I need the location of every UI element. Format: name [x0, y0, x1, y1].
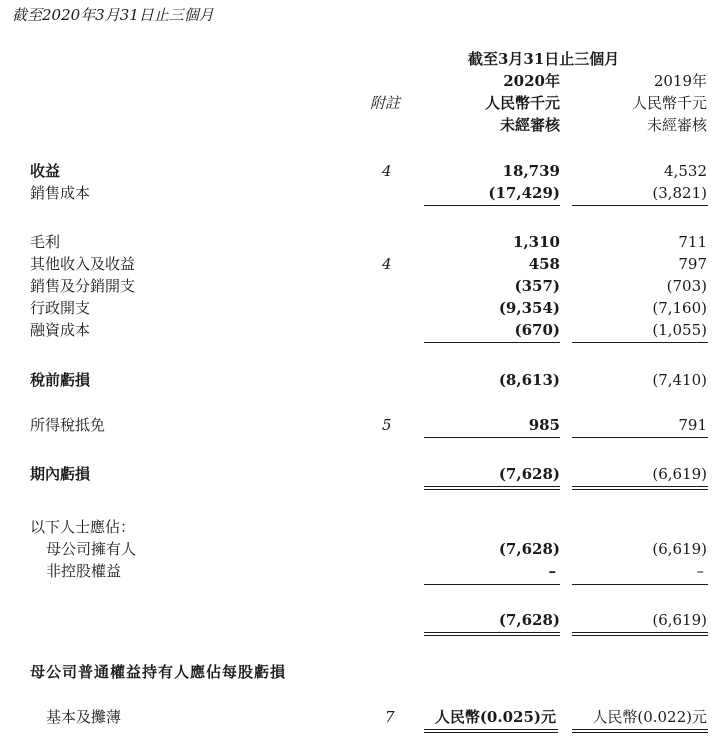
period-header: 截至3月31日止三個月 [468, 50, 620, 68]
subtotal-rule-2020 [424, 342, 560, 343]
value-2020-income-tax-credit: 985 [528, 416, 560, 434]
value-2019-owners-of-parent: (6,619) [652, 540, 707, 558]
value-2020-selling-expenses: (357) [514, 277, 560, 295]
row-note-income-tax-credit: 5 [382, 416, 392, 434]
value-2019-eps: 人民幣(0.022)元 [592, 708, 707, 726]
eps-rule-2020 [424, 729, 558, 730]
row-label-other-income: 其他收入及收益 [30, 255, 136, 273]
eps-double-rule-2019 [572, 732, 708, 733]
col-2019-year: 2019年 [653, 72, 707, 90]
subtotal-rule-2019 [572, 342, 708, 343]
subtotal-rule-2020 [424, 437, 560, 438]
row-note-revenue: 4 [382, 162, 392, 180]
value-2020-cost-of-sales: (17,429) [488, 184, 560, 202]
total-double-rule-2019 [572, 635, 708, 636]
value-2020-other-income: 458 [528, 255, 560, 273]
row-label-selling-expenses: 銷售及分銷開支 [30, 277, 136, 295]
value-2019-total-attributable: (6,619) [652, 611, 707, 629]
col-2019-unit: 人民幣千元 [631, 94, 707, 112]
subtotal-rule-2019 [572, 584, 708, 585]
value-2020-eps: 人民幣(0.025)元 [434, 708, 556, 726]
row-label-income-tax-credit: 所得稅抵免 [30, 416, 106, 434]
total-double-rule-2020 [424, 489, 560, 490]
subtotal-rule-2019 [572, 437, 708, 438]
total-rule-2020 [424, 486, 560, 487]
value-2020-gross-profit: 1,310 [513, 233, 560, 251]
value-2019-admin-expenses: (7,160) [652, 299, 707, 317]
row-label-non-controlling-interests: 非控股權益 [46, 562, 122, 580]
row-label-revenue: 收益 [30, 162, 61, 180]
col-2019-status: 未經審核 [646, 116, 707, 134]
eps-heading: 母公司普通權益持有人應佔每股虧損 [30, 663, 287, 681]
value-2019-selling-expenses: (703) [666, 277, 707, 295]
value-2019-income-tax-credit: 791 [678, 416, 707, 434]
subtotal-rule-2020 [424, 205, 560, 206]
value-2019-finance-costs: (1,055) [652, 321, 707, 339]
value-2020-owners-of-parent: (7,628) [498, 540, 560, 558]
value-2020-revenue: 18,739 [502, 162, 560, 180]
statement-period-subtitle: 截至2020年3月31日止三個月 [12, 6, 214, 24]
value-2019-loss-before-tax: (7,410) [652, 371, 707, 389]
value-2019-cost-of-sales: (3,821) [652, 184, 707, 202]
value-2019-gross-profit: 711 [678, 233, 707, 251]
col-2020-year: 2020年 [503, 72, 560, 90]
row-label-cost-of-sales: 銷售成本 [30, 184, 91, 202]
value-2020-non-controlling-interests: – [548, 562, 556, 580]
col-2020-unit: 人民幣千元 [484, 94, 560, 112]
value-2019-loss-for-period: (6,619) [652, 465, 707, 483]
total-rule-2020 [424, 632, 560, 633]
value-2019-non-controlling-interests: – [696, 562, 704, 580]
eps-rule-2019 [572, 729, 708, 730]
row-label-attributable-to: 以下人士應佔： [30, 518, 136, 536]
value-2019-other-income: 797 [678, 255, 707, 273]
row-label-finance-costs: 融資成本 [30, 321, 91, 339]
row-label-loss-for-period: 期內虧損 [30, 465, 91, 483]
col-2020-status: 未經審核 [499, 116, 560, 134]
value-2020-finance-costs: (670) [514, 321, 560, 339]
row-label-loss-before-tax: 稅前虧損 [30, 371, 91, 389]
total-double-rule-2020 [424, 635, 560, 636]
row-note-basic-and-diluted: 7 [385, 708, 395, 726]
row-label-admin-expenses: 行政開支 [30, 299, 91, 317]
eps-double-rule-2020 [424, 732, 558, 733]
value-2020-total-attributable: (7,628) [498, 611, 560, 629]
row-label-owners-of-parent: 母公司擁有人 [46, 540, 137, 558]
row-label-basic-and-diluted: 基本及攤薄 [46, 708, 122, 726]
value-2020-loss-before-tax: (8,613) [498, 371, 560, 389]
total-rule-2019 [572, 486, 708, 487]
note-column-header: 附註 [370, 94, 401, 112]
total-rule-2019 [572, 632, 708, 633]
row-label-gross-profit: 毛利 [30, 233, 61, 251]
value-2020-loss-for-period: (7,628) [498, 465, 560, 483]
total-double-rule-2019 [572, 489, 708, 490]
subtotal-rule-2020 [424, 584, 560, 585]
row-note-other-income: 4 [382, 255, 392, 273]
value-2020-admin-expenses: (9,354) [498, 299, 560, 317]
subtotal-rule-2019 [572, 205, 708, 206]
value-2019-revenue: 4,532 [664, 162, 707, 180]
